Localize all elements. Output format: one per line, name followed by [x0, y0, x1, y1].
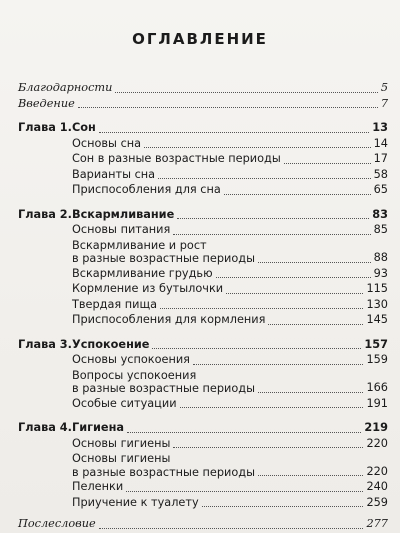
- dot-leader: [144, 147, 371, 148]
- toc-section: Кормление из бутылочки 115: [72, 282, 388, 295]
- toc-section: Приспособления для сна 65: [72, 183, 388, 196]
- dot-leader: [258, 475, 363, 476]
- dot-leader: [173, 447, 363, 448]
- toc-section: Основы успокоения 159: [72, 353, 388, 366]
- toc-entry-front: Введение 7: [18, 96, 388, 110]
- toc-section: Особые ситуации 191: [72, 396, 388, 410]
- dot-leader: [268, 324, 363, 325]
- dot-leader: [78, 107, 378, 108]
- dot-leader: [193, 364, 363, 365]
- toc-entry-front: Благодарности 5: [18, 81, 388, 94]
- toc-section: Вскармливание и рост в разные возрастные периоды 88: [72, 238, 388, 265]
- dot-leader: [115, 92, 377, 93]
- dot-leader: [180, 407, 364, 408]
- toc-chapter-heading: Глава 2.Вскармливание 83: [18, 207, 388, 221]
- toc-section: Вопросы успокоения в разные возрастные периоды 166: [72, 368, 388, 395]
- toc-chapter-heading: Глава 3.Успокоение 157: [18, 337, 388, 351]
- dot-leader: [258, 262, 371, 263]
- toc-section: Основы сна 14: [72, 136, 388, 150]
- toc-section: Вскармливание грудью 93: [72, 266, 388, 280]
- toc-section: Основы гигиены в разные возрастные периоды 220: [72, 452, 388, 479]
- dot-leader: [173, 234, 370, 235]
- dot-leader: [99, 528, 364, 529]
- toc-section: Основы питания 85: [72, 223, 388, 236]
- dot-leader: [258, 392, 363, 393]
- toc-section: Варианты сна 58: [72, 167, 388, 181]
- dot-leader: [177, 218, 369, 219]
- toc-section: Основы гигиены 220: [72, 436, 388, 450]
- dot-leader: [127, 432, 361, 433]
- dot-leader: [99, 132, 369, 133]
- dot-leader: [226, 293, 363, 294]
- toc-section: Приспособления для кормления 145: [72, 313, 388, 326]
- table-of-contents: [18, 80, 388, 532]
- toc-chapter-heading: Глава 1.Сон 13: [18, 121, 388, 134]
- dot-leader: [160, 308, 363, 309]
- dot-leader: [202, 506, 364, 507]
- page-title: ОГЛАВЛЕНИЕ: [132, 30, 268, 48]
- toc-entry-back: Послесловие 277: [18, 517, 388, 530]
- dot-leader: [126, 491, 363, 492]
- toc-section: Приучение к туалету 259: [72, 495, 388, 509]
- toc-section: Сон в разные возрастные периоды 17: [72, 152, 388, 165]
- dot-leader: [216, 277, 371, 278]
- toc-section: Твердая пища 130: [72, 297, 388, 311]
- dot-leader: [284, 163, 371, 164]
- toc-chapter-heading: Глава 4.Гигиена 219: [18, 421, 388, 434]
- dot-leader: [158, 178, 371, 179]
- dot-leader: [224, 194, 371, 195]
- dot-leader: [152, 348, 361, 349]
- toc-section: Пеленки 240: [72, 480, 388, 493]
